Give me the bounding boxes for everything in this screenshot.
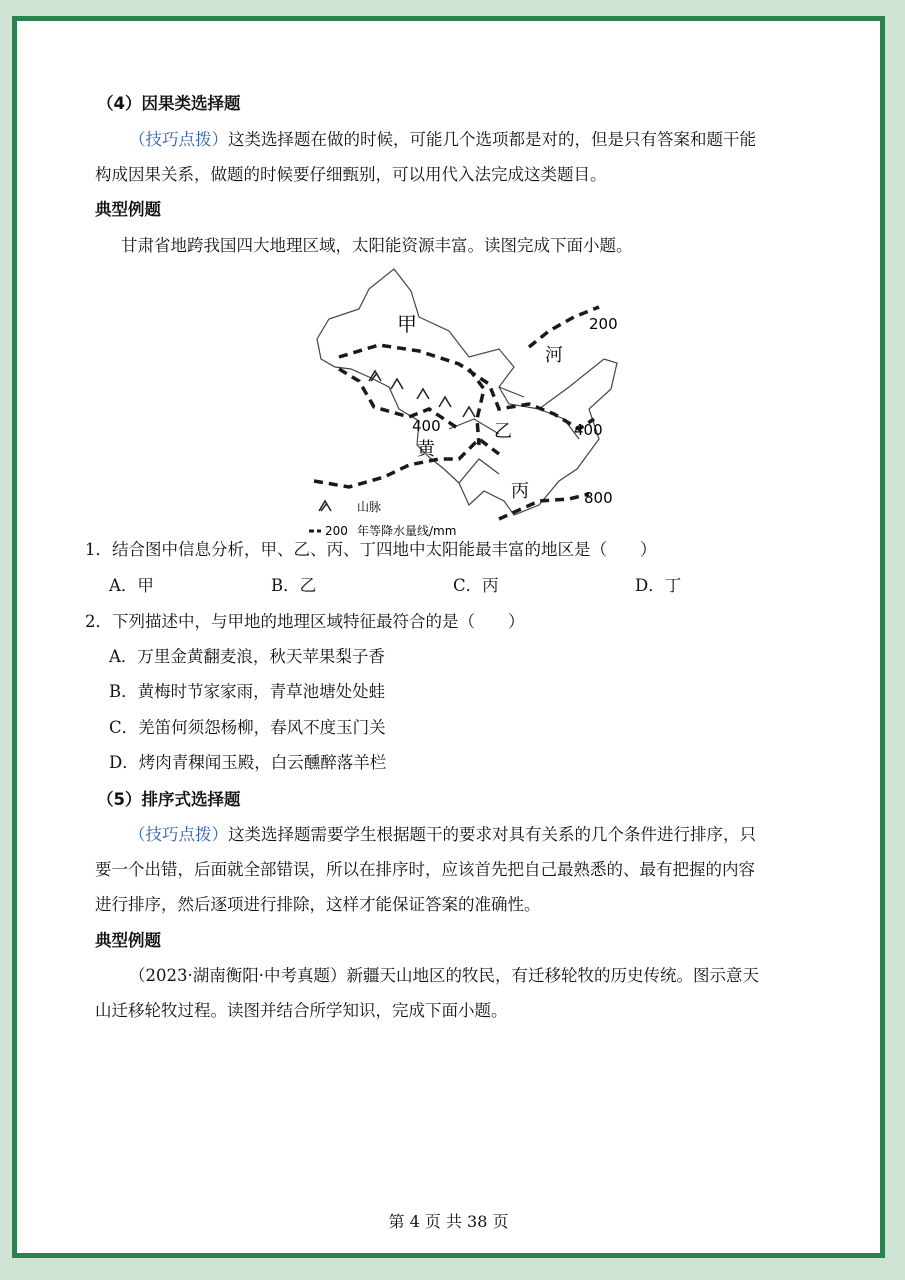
example-title: 典型例题 <box>95 200 161 219</box>
gansu-map <box>299 269 619 538</box>
legend-mountain-icon <box>319 501 331 511</box>
label-huang: 黄 <box>417 439 435 460</box>
isohyet-400-left: 400 <box>412 417 441 435</box>
label-he: 河 <box>545 345 563 366</box>
q2-stem: 2．下列描述中，与甲地的地理区域特征最符合的是（ ） <box>85 612 525 631</box>
q2-option-a[interactable]: A．万里金黄翻麦浪，秋天苹果梨子香 <box>109 647 385 666</box>
q2-option-b[interactable]: B．黄梅时节家家雨，青草池塘处处蛙 <box>109 682 386 701</box>
example-intro: 甘肃省地跨我国四大地理区域，太阳能资源丰富。读图完成下面小题。 <box>121 236 633 255</box>
legend-mountain-label: 山脉 <box>357 500 382 514</box>
q1-option-a[interactable]: A．甲 <box>109 576 154 595</box>
section5-tip-line3: 进行排序，然后逐项进行排除，这样才能保证答案的准确性。 <box>95 895 541 914</box>
section5-tip-line2: 要一个出错，后面就全部错误，所以在排序时，应该首先把自己最熟悉的、最有把握的内容 <box>95 860 755 879</box>
tip-label: （技巧点拨） <box>129 130 228 149</box>
legend-line-value: 200 <box>325 524 348 538</box>
section4-title: （4）因果类选择题 <box>97 94 241 113</box>
page-content <box>17 21 880 1253</box>
tip-text: 这类选择题在做的时候，可能几个选项都是对的，但是只有答案和题干能 <box>228 130 756 149</box>
section4-tip-line2: 构成因果关系，做题的时候要仔细甄别，可以用代入法完成这类题目。 <box>95 165 607 184</box>
q1-option-c[interactable]: C．丙 <box>453 576 499 595</box>
isohyet-lines <box>314 307 599 519</box>
example-intro-2-line2: 山迁移轮牧过程。读图并结合所学知识，完成下面小题。 <box>95 1001 508 1020</box>
example-intro-2-line1: （2023·湖南衡阳·中考真题）新疆天山地区的牧民，有迁移轮牧的历史传统。图示意天 <box>129 966 759 985</box>
isohyet-400-right: 400 <box>574 421 603 439</box>
label-bing: 丙 <box>511 481 529 502</box>
isohyet-800: 800 <box>584 489 613 507</box>
q2-option-d[interactable]: D．烤肉青稞闻玉殿，白云醺醉落羊栏 <box>109 753 387 772</box>
isohyet-200: 200 <box>589 315 618 333</box>
province-outline <box>317 269 617 515</box>
tip-text: 这类选择题需要学生根据题干的要求对具有关系的几个条件进行排序，只 <box>228 825 756 844</box>
tip-label: （技巧点拨） <box>129 825 228 844</box>
q1-option-b[interactable]: B．乙 <box>271 576 317 595</box>
q1-stem: 1．结合图中信息分析，甲、乙、丙、丁四地中太阳能最丰富的地区是（ ） <box>85 540 657 559</box>
q2-option-c[interactable]: C．羌笛何须怨杨柳，春风不度玉门关 <box>109 718 386 737</box>
legend-line-label: 年等降水量线/mm <box>357 524 457 538</box>
label-jia: 甲 <box>397 312 417 336</box>
section5-title: （5）排序式选择题 <box>97 790 241 809</box>
page-frame <box>12 16 885 1258</box>
label-yi: 乙 <box>494 421 512 442</box>
section4-tip <box>129 129 756 151</box>
q1-option-d[interactable]: D．丁 <box>635 576 682 595</box>
section5-tip <box>129 824 756 846</box>
example-title-2: 典型例题 <box>95 931 161 950</box>
page-number: 第 4 页 共 38 页 <box>388 1212 509 1231</box>
